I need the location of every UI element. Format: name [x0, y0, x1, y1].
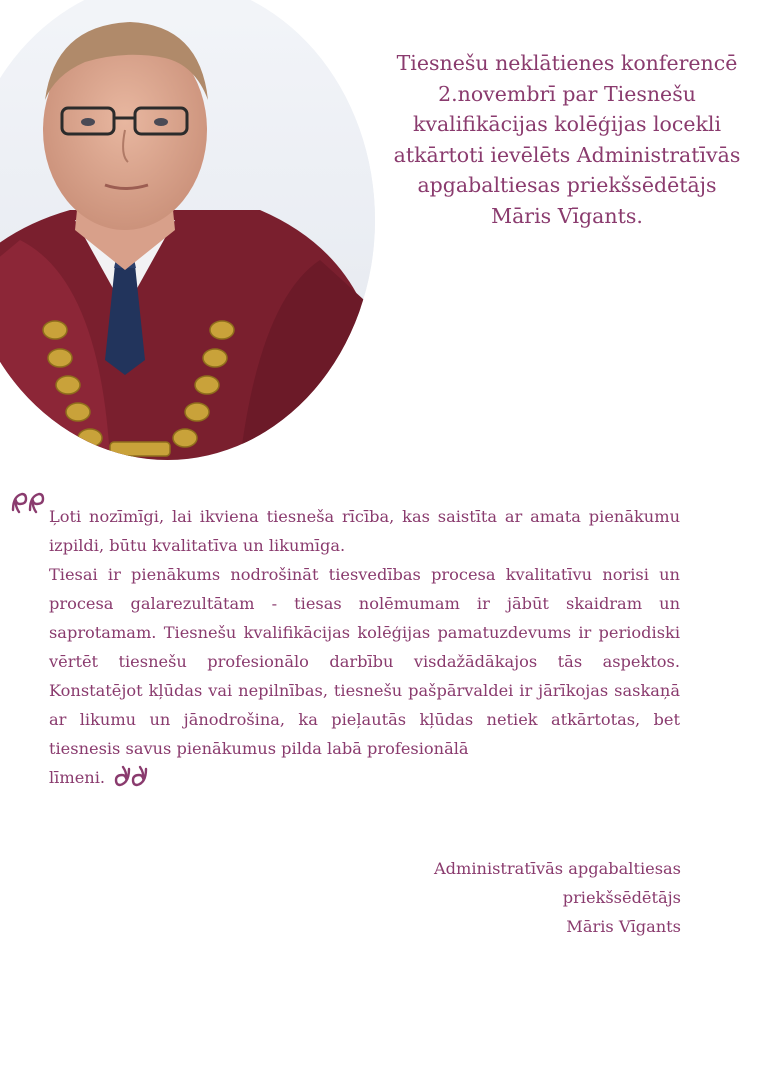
signature-line-3: Māris Vīgants [566, 917, 681, 936]
quote-last-word: līmeni. [49, 768, 106, 787]
headline-line-4: atkārtoti ievēlēts Administratīvās [393, 142, 741, 167]
headline-line-1: Tiesnešu neklātienes konferencē [396, 51, 738, 75]
quote-paragraph-2: Tiesai ir pienākums nodrošināt tiesvedības procesa kvalitatīvu norisi un procesa galarezultātam - tiesas nolēmumam ir jābūt skaidram un saprotamam. Tiesnešu kvalifikācijas kolēģijas pamatuzdevums ir periodiski vērtēt tiesnešu profesionālo darbību visdažādākajos tās aspektos. Konstatējot kļūdas vai nepilnības, tiesnešu pašpārvaldei ir jārīkojas saskaņā ar likumu un jānodrošina, ka pieļautās kļūdas netiek atkārtotas, bet tiesnesis savus pienākumus pilda labā profesionālā [49, 565, 680, 758]
quote-paragraph-2-end [49, 763, 680, 792]
headline-line-5: apgabaltiesas priekšsēdētājs [417, 173, 717, 198]
headline-line-3: kvalifikācijas kolēģijas locekli [412, 112, 722, 137]
headline [378, 48, 756, 232]
portrait-illustration [0, 0, 375, 460]
portrait-photo [0, 0, 375, 460]
open-quote-icon [10, 490, 46, 520]
signature-line-1: Administratīvās apgabaltiesas [433, 859, 681, 878]
quote-text [49, 502, 680, 792]
signature [434, 854, 681, 941]
quote-paragraph-1: Ļoti nozīmīgi, lai ikviena tiesneša rīcība, kas saistīta ar amata pienākumu izpildi, būtu kvalitatīva un likumīga. [49, 507, 680, 555]
signature-line-2: priekšsēdētājs [562, 888, 681, 907]
headline-line-2: 2.novembrī par Tiesnešu [438, 81, 696, 106]
close-quote-icon [113, 763, 149, 798]
headline-line-6: Māris Vīgants. [491, 203, 643, 228]
